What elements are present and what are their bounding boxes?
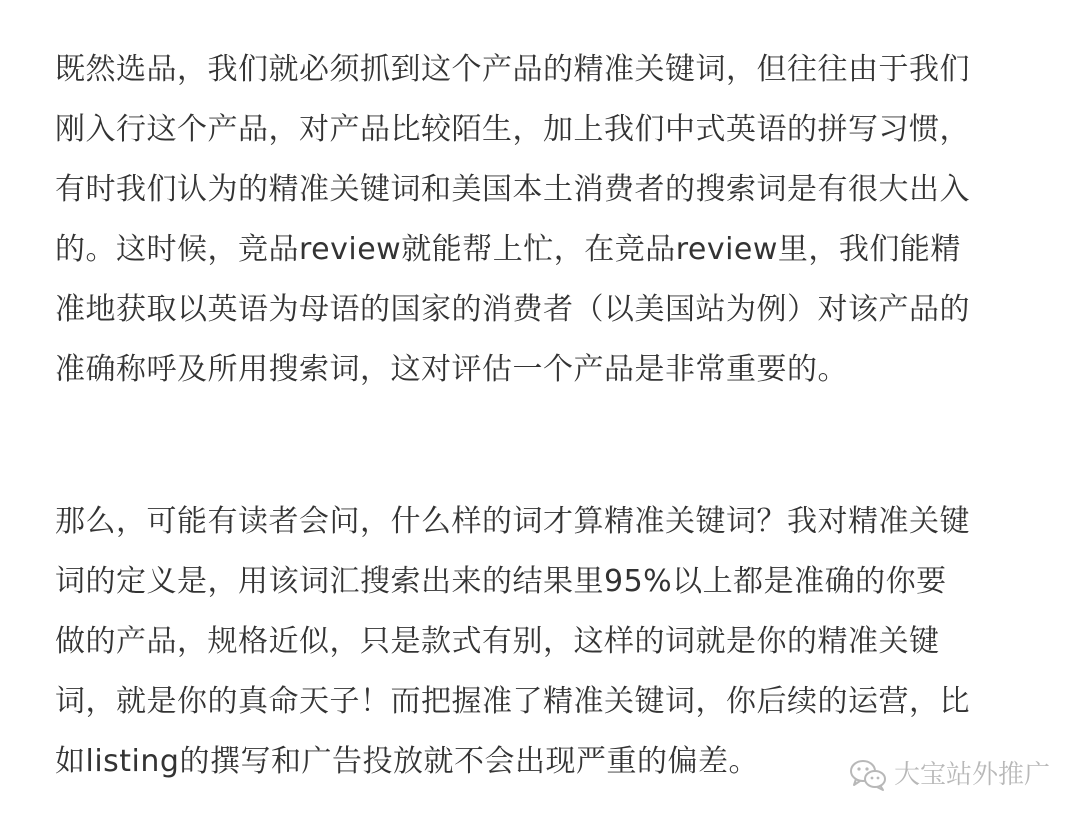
text-line: 准地获取以英语为母语的国家的消费者（以美国站为例）对该产品的 bbox=[55, 292, 970, 327]
text-line: 有时我们认为的精准关键词和美国本土消费者的搜索词是有很大出入 bbox=[55, 172, 970, 207]
text-line: 刚入行这个产品，对产品比较陌生，加上我们中式英语的拼写习惯， bbox=[55, 112, 970, 147]
text-line: 词，就是你的真命天子！而把握准了精准关键词，你后续的运营，比 bbox=[55, 684, 970, 719]
wechat-icon bbox=[848, 757, 888, 793]
text-line: 既然选品，我们就必须抓到这个产品的精准关键词，但往往由于我们 bbox=[55, 52, 970, 87]
text-line: 如listing的撰写和广告投放就不会出现严重的偏差。 bbox=[55, 744, 759, 779]
watermark bbox=[848, 755, 1050, 795]
text-line: 的。这时候，竞品review就能帮上忙，在竞品review里，我们能精 bbox=[55, 232, 961, 267]
watermark-text: 大宝站外推广 bbox=[893, 760, 1050, 790]
text-line: 那么，可能有读者会问，什么样的词才算精准关键词？我对精准关键 bbox=[55, 504, 970, 539]
paragraph-1 bbox=[55, 40, 1025, 400]
text-line: 词的定义是，用该词汇搜索出来的结果里95%以上都是准确的你要 bbox=[55, 564, 947, 599]
paragraph-2 bbox=[55, 492, 1025, 792]
text-line: 做的产品，规格近似，只是款式有别，这样的词就是你的精准关键 bbox=[55, 624, 940, 659]
article-body bbox=[55, 40, 1025, 792]
text-line: 准确称呼及所用搜索词，这对评估一个产品是非常重要的。 bbox=[55, 352, 848, 387]
